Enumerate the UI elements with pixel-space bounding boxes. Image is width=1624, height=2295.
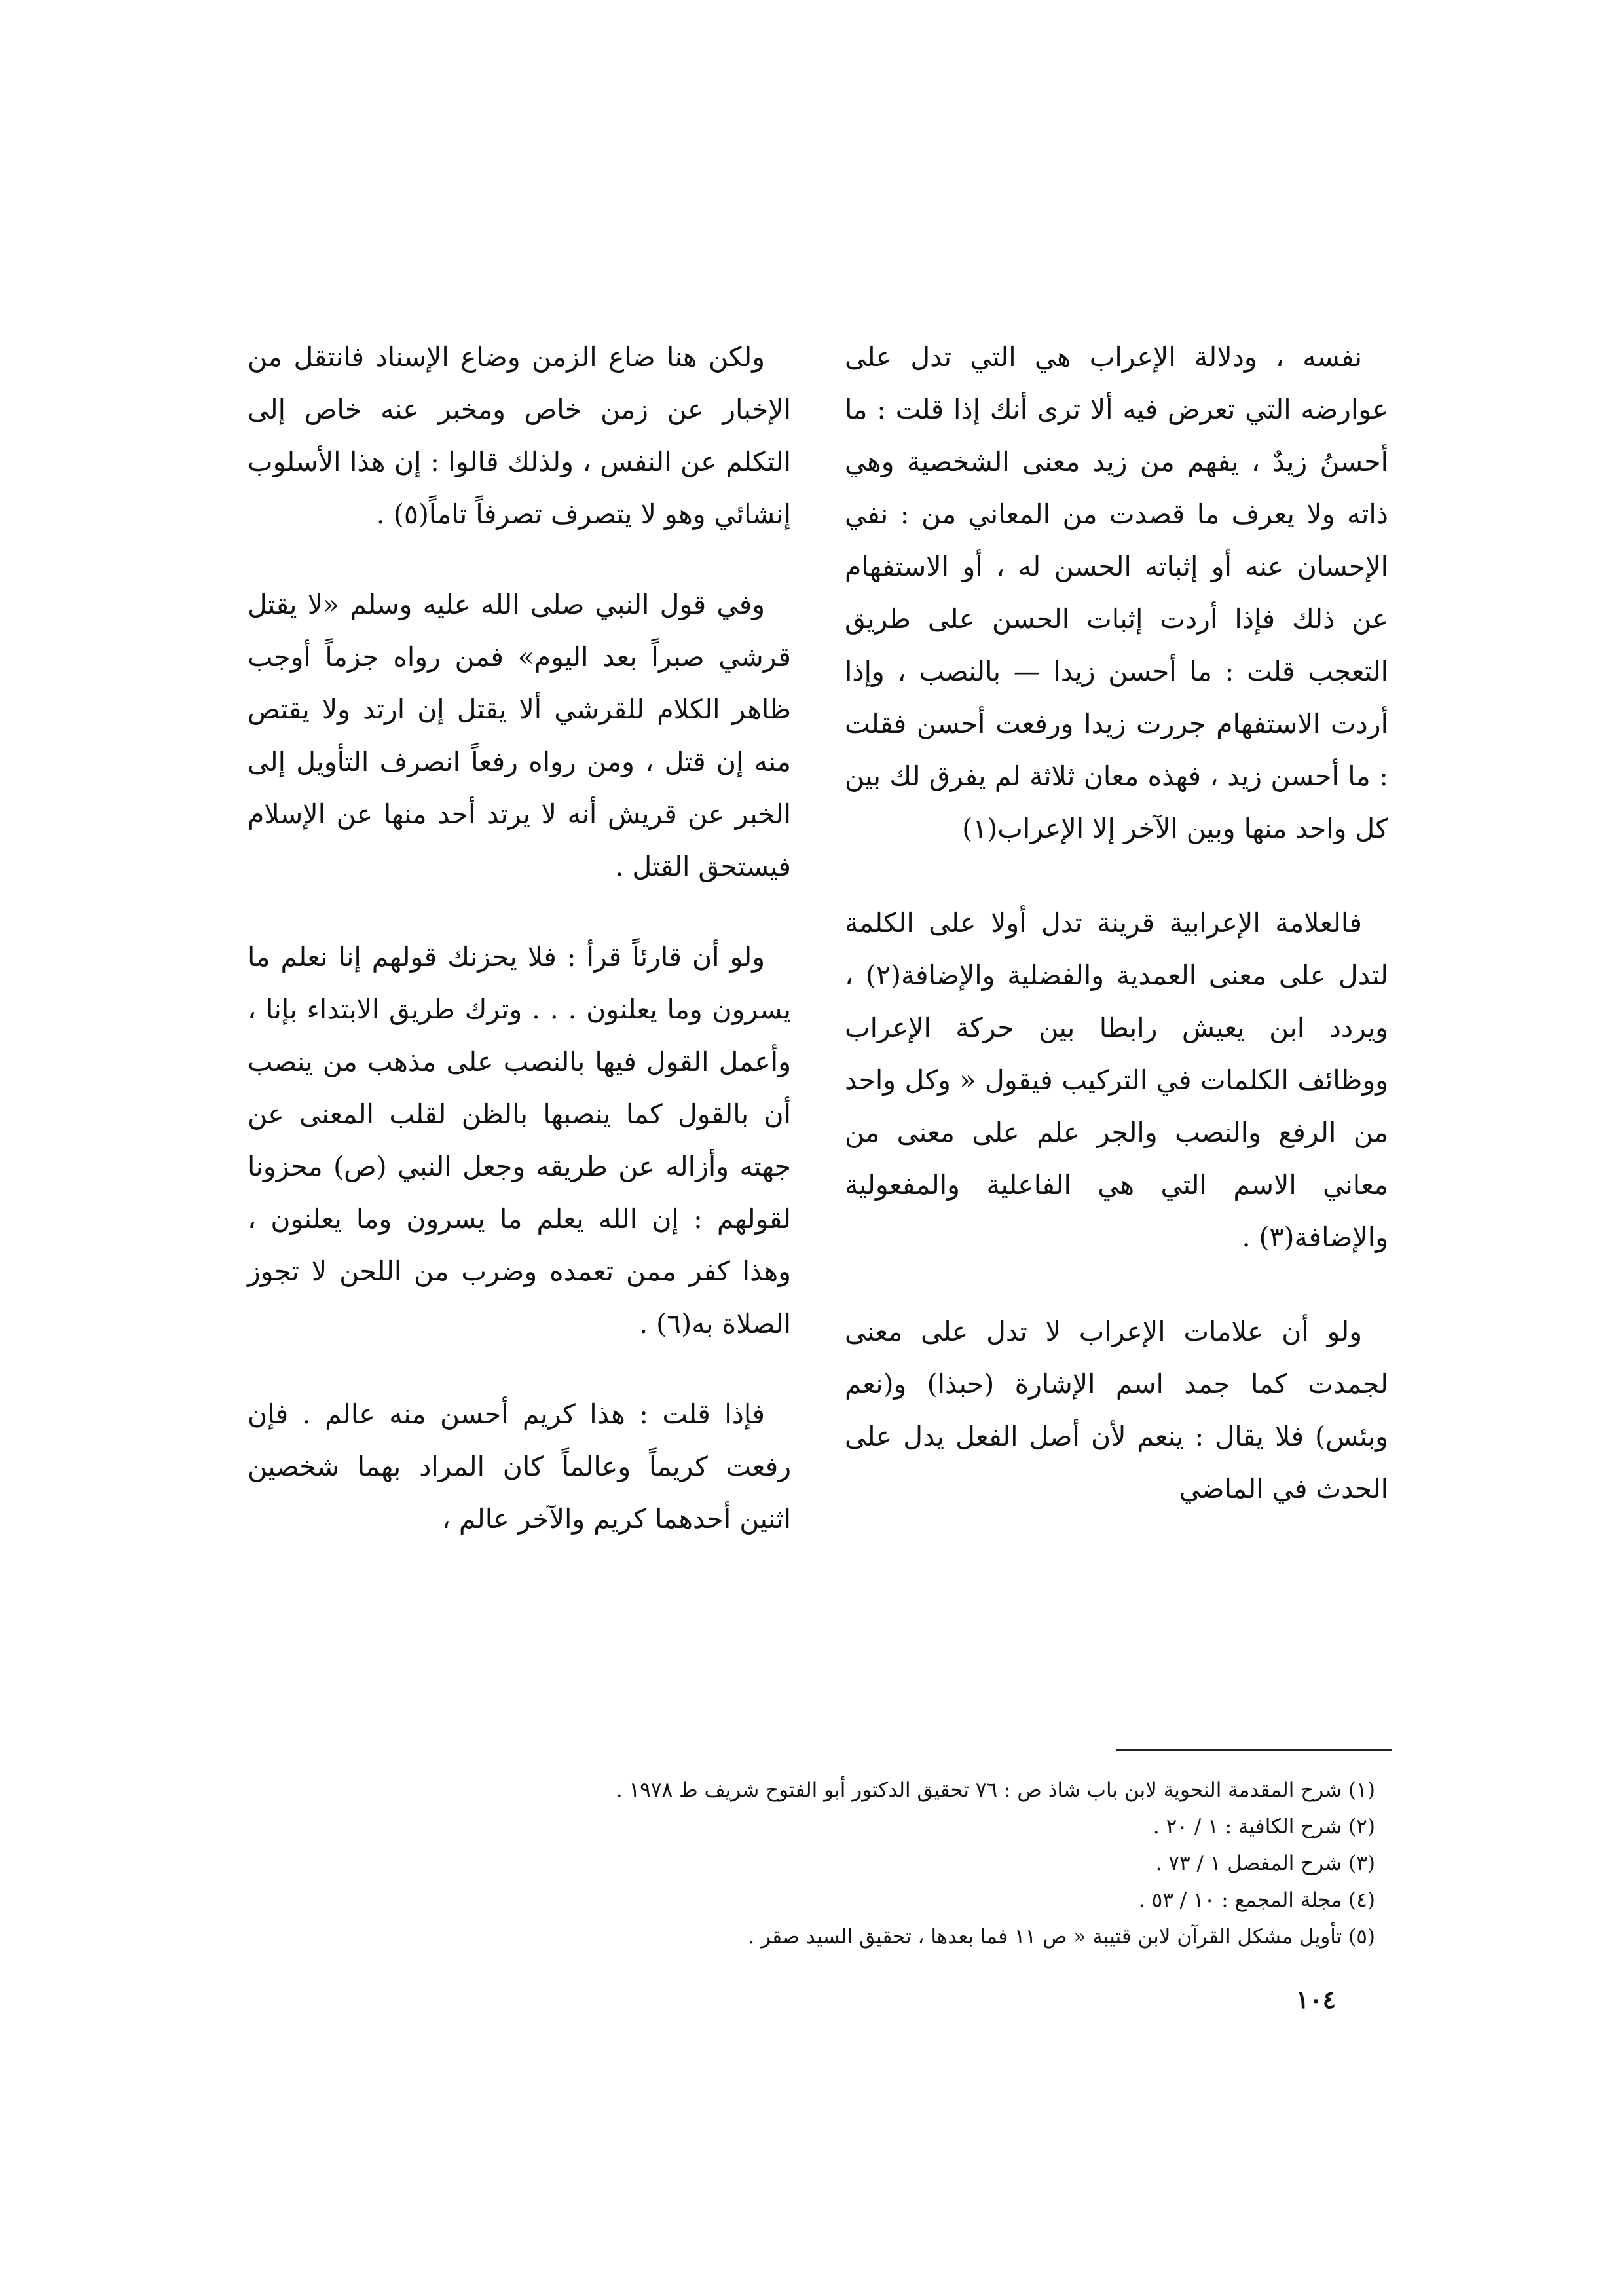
paragraph-hadith: وفي قول النبي صلى الله عليه وسلم «لا يقتل قرشي صبراً بعد اليوم» فمن رواه جزماً أوجب ظاهر الكلام للقرشي ألا يقتل إن ارتد ولا يقتص منه إن قتل ، ومن رواه رفعاً انصرف التأويل إلى الخبر عن قريش أنه لا يرتد أحد منها عن الإسلام فيستحق القتل . xyxy=(248,589,791,882)
page-number: ١٠٤ xyxy=(1295,1985,1336,2014)
paragraph-insha-style: ولكن هنا ضاع الزمن وضاع الإسناد فانتقل من الإخبار عن زمن خاص ومخبر عنه خاص إلى التكلم عن النفس ، ولذلك قالوا : إن هذا الأسلوب إنشائي وهو لا يتصرف تصرفاً تاماً(٥) . xyxy=(248,341,791,530)
footnote-divider xyxy=(1116,1749,1392,1751)
footnote-5: (٥) تأويل مشكل القرآن لابن قتيبة « ص ١١ فما بعدها ، تحقيق السيد صقر . xyxy=(748,1925,1375,1949)
footnote-4: (٤) مجلة المجمع : ١٠ / ٥٣ . xyxy=(1138,1888,1375,1912)
footnote-1: (١) شرح المقدمة النحوية لابن باب شاذ ص : ٧٦ تحقيق الدكتور أبو الفتوح شريف ط ١٩٧٨ . xyxy=(616,1778,1375,1802)
left-column xyxy=(248,331,791,1587)
footnote-2: (٢) شرح الكافية : ١ / ٢٠ . xyxy=(1153,1815,1375,1838)
paragraph-quran-reading: ولو أن قارئاً قرأ : فلا يحزنك قولهم إنا نعلم ما يسرون وما يعلنون . . . وترك طريق الابتداء بإنا ، وأعمل القول فيها بالنصب على مذهب من ينصب أن بالقول كما ينصبها بالظن لقلب المعنى عن جهته وأزاله عن طريقه وجعل النبي (ص) محزونا لقولهم : إن الله يعلم ما يسرون وما يعلنون ، وهذا كفر ممن تعمده وضرب من اللحن لا تجوز الصلاة به(٦) . xyxy=(248,941,792,1339)
paragraph-irab-meaning: نفسه ، ودلالة الإعراب هي التي تدل على عوارضه التي تعرض فيه ألا ترى أنك إذا قلت : ما أحسنُ زيدٌ ، يفهم من زيد معنى الشخصية وهي ذاته ولا يعرف ما قصدت من المعاني من : نفي الإحسان عنه أو إثباته الحسن له ، أو الاستفهام عن ذلك فإذا أردت إثبات الحسن على طريق التعجب قلت : ما أحسن زيدا — بالنصب ، وإذا أردت الاستفهام جررت زيدا ورفعت أحسن فقلت : ما أحسن زيد ، فهذه معان ثلاثة لم يفرق لك بين كل واحد منها وبين الآخر إلا الإعراب(١) xyxy=(845,341,1388,844)
paragraph-irab-marker: فالعلامة الإعرابية قرينة تدل أولا على الكلمة لتدل على معنى العمدية والفضلية والإضافة(٢) ، ويردد ابن يعيش رابطا بين حركة الإعراب ووظائف الكلمات في التركيب فيقول « وكل واحد من الرفع والنصب والجر علم على معنى من معاني الاسم التي هي الفاعلية والمفعولية والإضافة(٣) . xyxy=(845,907,1388,1253)
footnotes xyxy=(458,1772,1375,1955)
paragraph-karim-alim: فإذا قلت : هذا كريم أحسن منه عالم . فإن رفعت كريماً وعالماً كان المراد بهما شخصين اثنين أحدهما كريم والآخر عالم ، xyxy=(248,1398,791,1535)
paragraph-irab-signs: ولو أن علامات الإعراب لا تدل على معنى لجمدت كما جمد اسم الإشارة (حبذا) و(نعم وبئس) فلا يقال : ينعم لأن أصل الفعل يدل على الحدث في الماضي xyxy=(845,1316,1388,1504)
right-column xyxy=(845,331,1388,1557)
footnote-3: (٣) شرح المفصل ١ / ٧٣ . xyxy=(1155,1852,1375,1875)
